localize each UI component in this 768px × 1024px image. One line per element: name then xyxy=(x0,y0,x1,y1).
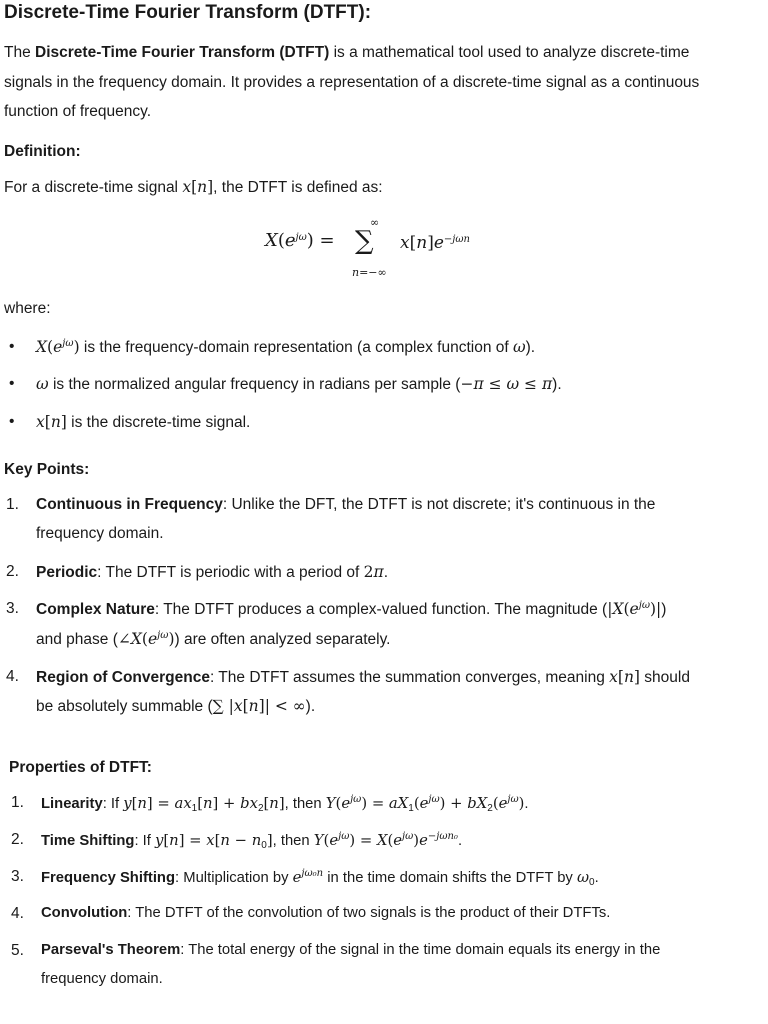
key-point-4: Region of Convergence: The DTFT assumes the summation converges, meaning x[n] should xyxy=(36,668,690,686)
key-point-3-bold: Complex Nature xyxy=(36,601,155,618)
bullet-dot: • xyxy=(9,375,15,392)
definition-heading: Definition: xyxy=(4,143,81,160)
key-point-1 xyxy=(36,496,655,514)
key-point-4-bold: Region of Convergence xyxy=(36,669,210,686)
definition-text xyxy=(4,178,383,197)
dtft-equation: $X(e^{j\omega})$ = xyxy=(265,230,335,251)
sum-lower-limit: n=−∞ xyxy=(352,266,387,279)
definition-bullet-1: $X(e^{j\omega})$ is the frequency-domain representation (a complex function of ω). xyxy=(36,338,536,356)
property-5-bold: Parseval's Theorem xyxy=(41,942,181,958)
key-point-4-text-b: should xyxy=(639,669,690,686)
definition-text-pre: For a discrete-time signal xyxy=(4,179,183,196)
property-4-text: : The DTFT of the convolution of two signals is the product of their DTFTs. xyxy=(127,905,611,921)
list-number: 3. xyxy=(6,600,19,617)
math-bracket: [ xyxy=(191,178,198,196)
key-point-2-text: : The DTFT is periodic with a period of xyxy=(97,564,364,581)
intro-bold: Discrete-Time Fourier Transform (DTFT) xyxy=(35,44,330,61)
definition-bullet-3: x[n] is the discrete-time signal. xyxy=(36,413,251,431)
key-point-2: Periodic: The DTFT is periodic with a period of 2π. xyxy=(36,563,389,581)
definition-bullet-2: ω is the normalized angular frequency in radians per sample (−π ≤ ω ≤ π). xyxy=(36,375,562,393)
key-point-1-text: : Unlike the DFT, the DTFT is not discrete; it's continuous in the xyxy=(222,496,656,513)
list-number: 5. xyxy=(11,942,24,959)
property-2-text: : If xyxy=(134,833,156,849)
property-3-bold: Frequency Shifting xyxy=(41,870,176,886)
intro-paragraph xyxy=(4,38,734,127)
property-5-cont: frequency domain. xyxy=(41,971,163,987)
bullet-2-text: is the normalized angular frequency in radians per sample ( xyxy=(48,376,461,393)
property-1-text: : If xyxy=(102,796,124,812)
list-number: 4. xyxy=(6,668,19,685)
key-point-1-cont: frequency domain. xyxy=(36,525,164,542)
key-points-heading: Key Points: xyxy=(4,461,90,478)
key-point-2-bold: Periodic xyxy=(36,564,98,581)
property-4-bold: Convolution xyxy=(41,905,128,921)
property-1-mid: , then xyxy=(284,796,326,812)
property-1-bold: Linearity xyxy=(41,796,103,812)
list-number: 3. xyxy=(11,868,24,885)
sum-body: $x[n]e^{-j\omega n}$ xyxy=(400,233,470,253)
property-4 xyxy=(41,905,610,921)
bullet-1-text: is the frequency-domain representation (a complex function of xyxy=(79,339,513,356)
intro-pre: The xyxy=(4,44,36,61)
key-point-3-cont: and phase $(\angle X(e^{j\omega}))$ are often analyzed separately. xyxy=(36,630,391,648)
property-3-mid: in the time domain shifts the DTFT by xyxy=(323,870,577,886)
list-number: 2. xyxy=(11,831,24,848)
sum-symbol: ∑ xyxy=(355,226,374,256)
intro-post: is a mathematical tool used to analyze discrete-time signals in the frequency domain. It provides a representation of a discrete-time signal as a continuous function of frequency. xyxy=(4,44,700,120)
math-x-n: x xyxy=(182,178,192,196)
key-point-3-text2a: and phase ( xyxy=(36,631,118,648)
key-point-4-text2a: be absolutely summable ( xyxy=(36,698,213,715)
key-point-4-cont: be absolutely summable (∑ |x[n]| < ∞). xyxy=(36,697,316,715)
property-3: Frequency Shifting: Multiplication by $e^{j\omega_0n}$ in the time domain shifts the DTFT by $\omega_0$. xyxy=(41,868,599,888)
key-point-3-text2b: ) are often analyzed separately. xyxy=(174,631,391,648)
key-point-1-bold: Continuous in Frequency xyxy=(36,496,223,513)
properties-heading: Properties of DTFT: xyxy=(9,759,152,776)
definition-text-post: , the DTFT is defined as: xyxy=(213,179,383,196)
sum-upper-limit: ∞ xyxy=(370,216,380,229)
property-2-bold: Time Shifting xyxy=(41,833,135,849)
list-number: 4. xyxy=(11,905,24,922)
property-2-mid: , then xyxy=(272,833,314,849)
bullet-dot: • xyxy=(9,413,15,430)
property-2: Time Shifting: If $y[n] = x[n - n_0]$, then $Y(e^{j\omega}) = X(e^{j\omega})e^{-j\omega n_0}$. xyxy=(41,831,463,851)
list-number: 1. xyxy=(11,794,24,811)
property-5 xyxy=(41,942,660,958)
list-number: 1. xyxy=(6,496,19,513)
bullet-3-text: is the discrete-time signal. xyxy=(66,414,251,431)
page-title: Discrete-Time Fourier Transform (DTFT): xyxy=(4,2,372,23)
property-5-text: : The total energy of the signal in the time domain equals its energy in the xyxy=(180,942,661,958)
math-n: n xyxy=(197,178,208,196)
math-bracket-close: ] xyxy=(207,178,214,196)
list-number: 2. xyxy=(6,563,19,580)
key-point-4-text: : The DTFT assumes the summation converges, meaning xyxy=(209,669,610,686)
key-point-3-text: : The DTFT produces a complex-valued function. The magnitude ( xyxy=(154,601,608,618)
bullet-dot: • xyxy=(9,338,15,355)
property-3-text: : Multiplication by xyxy=(175,870,293,886)
key-point-3: Complex Nature: The DTFT produces a complex-valued function. The magnitude $(|X(e^{j\omega})|)$ xyxy=(36,600,667,618)
where-label: where: xyxy=(4,300,51,317)
property-1: Linearity: If $y[n] = ax_1[n] + bx_2[n]$, then $Y(e^{j\omega}) = aX_1(e^{j\omega}) + bX_2(e^{j\omega})$. xyxy=(41,794,529,814)
